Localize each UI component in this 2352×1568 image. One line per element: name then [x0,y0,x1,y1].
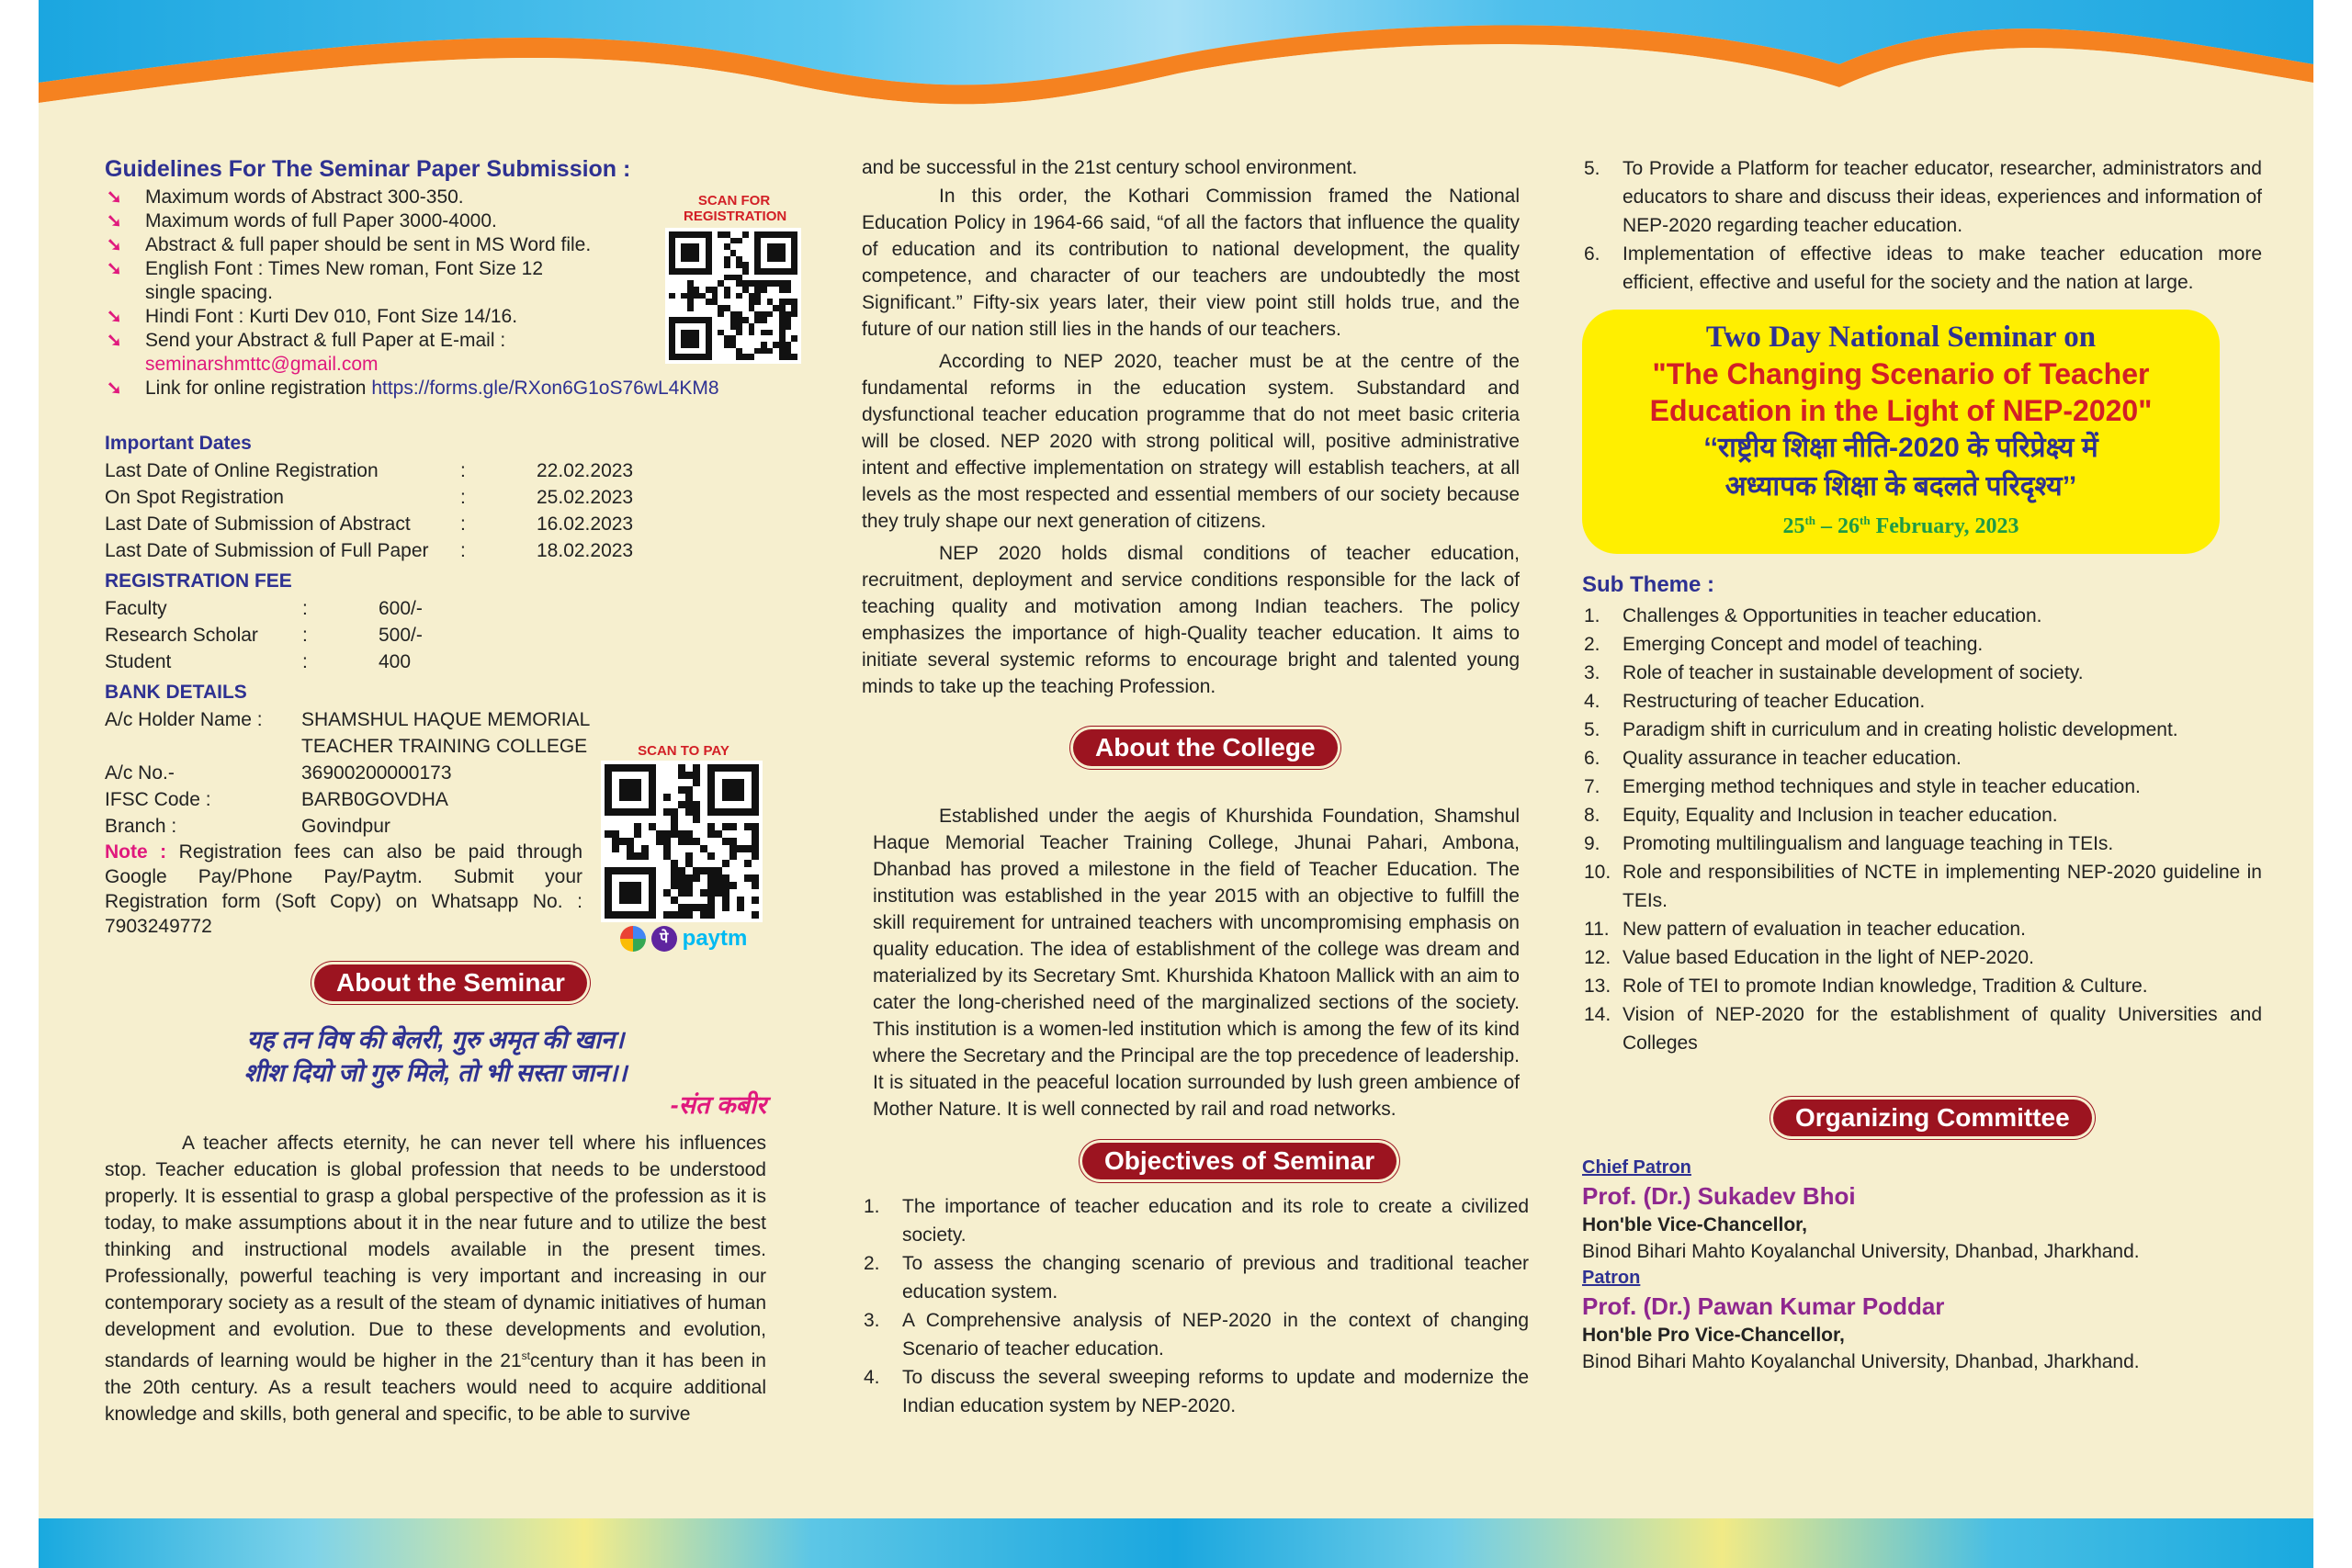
important-dates-section [105,430,766,564]
seminar-hindi-title-1: ‘‘राष्ट्रीय शिक्षा नीति-2020 के परिप्रेक्ष्य में [1703,433,2098,463]
kabir-doha [105,1023,766,1121]
payment-qr-block [601,743,766,952]
guideline-item: ➘ Send your Abstract & full Paper at E-mail : seminarshmttc@gmail.com [107,330,506,375]
sub-theme-item [1582,972,2262,1000]
bank-holder-row: A/c Holder Name : SHAMSHUL HAQUE MEMORIAL [105,709,591,730]
payment-apps [601,926,766,952]
guideline-item: ➘ English Font : Times New roman, Font Size 12 single spacing. [107,258,544,303]
item-number: 2. [864,1253,880,1274]
payment-note: Note : Registration fees can also be paid through Google Pay/Phone Pay/Paytm. Submit your Registration form (Soft Copy) on Whatsapp No. : 7903249772 [105,841,583,937]
bank-details-section [105,679,766,951]
item-text: Value based Education in the light of NEP-2020. [1623,947,2034,968]
item-number: 13. [1584,976,1611,997]
objectives-list [862,1192,1529,1420]
phonepe-icon: पे [651,926,677,952]
item-text: A Comprehensive analysis of NEP-2020 in the context of changing Scenario of teacher education. [902,1310,1529,1359]
sub-theme-item [1582,858,2262,915]
registration-fee-section [105,568,766,675]
item-number: 6. [1584,748,1600,769]
chief-patron-designation: Hon'ble Vice-Chancellor, [1582,1214,1808,1235]
sub-theme-item [1582,1000,2262,1057]
item-number: 11. [1584,919,1610,940]
guideline-item: ➘ Hindi Font : Kurti Dev 010, Font Size 14/16. [107,306,518,327]
item-text: Promoting multilingualism and language teaching in TEIs. [1623,833,2114,854]
item-number: 5. [1584,158,1600,179]
guideline-item: ➘ Maximum words of Abstract 300-350. [107,186,464,208]
item-text: Paradigm shift in curriculum and in creating holistic development. [1623,719,2178,740]
row-separator: : [460,460,466,481]
row-separator: : [460,487,466,508]
sub-theme-item [1582,744,2262,773]
item-text: Emerging method techniques and style in teacher education. [1623,776,2141,797]
table-row [105,649,766,675]
item-number: 1. [864,1196,880,1217]
item-number: 3. [864,1310,880,1331]
registration-fee-heading: REGISTRATION FEE [105,570,292,592]
email-link[interactable]: seminarshmttc@gmail.com [145,354,379,375]
item-text: To discuss the several sweeping reforms to update and modernize the Indian education system by NEP-2020. [902,1367,1529,1416]
bottom-band-decoration [39,1518,2313,1568]
seminar-title-line-2: Education in the Light of NEP-2020" [1649,394,2153,427]
objective-item [862,1192,1529,1249]
item-text: New pattern of evaluation in teacher education. [1623,919,2026,940]
table-row [105,622,766,649]
item-text: Challenges & Opportunities in teacher education. [1623,605,2042,626]
item-number: 10. [1584,862,1611,883]
registration-qr-label: SCAN FOR REGISTRATION [684,193,787,224]
item-number: 2. [1584,634,1600,655]
row-separator: : [302,651,308,672]
guideline-item: ➘ Abstract & full paper should be sent in MS Word file. [107,234,592,255]
sub-theme-item [1582,716,2262,744]
item-text: Implementation of effective ideas to make teacher education more efficient, effective and useful for the society and the nation at large. [1623,243,2262,293]
item-number: 3. [1584,662,1600,683]
row-label: Student [105,651,172,672]
item-text: To Provide a Platform for teacher educator, researcher, administrators and educators to share and discuss their ideas, experiences and information of NEP-2020 regarding teacher education. [1623,158,2262,236]
middle-column [862,154,1529,1420]
item-number: 7. [1584,776,1600,797]
item-number: 6. [1584,243,1600,265]
row-label: On Spot Registration [105,487,284,508]
middle-text-continued: and be successful in the 21st century school environment. [862,157,1358,178]
doha-line-2: शीश दियो जो गुरु मिले, तो भी सस्ता जान।। [243,1059,628,1087]
row-separator: : [302,625,308,646]
bank-acno-row: A/c No.- 36900200000173 [105,762,452,784]
patron-designation: Hon'ble Pro Vice-Chancellor, [1582,1325,1845,1346]
row-separator: : [460,540,466,561]
nep-conditions-paragraph: NEP 2020 holds dismal conditions of teacher education, recruitment, deployment and service conditions responsible for the lack of teaching quality and motivation among Indian teachers. The policy emphasizes the importance of high-Quality teacher education. It aims to initiate several systemic reforms to encourage bright and talented young minds to take up the teaching Profession. [862,543,1520,697]
item-text: To assess the changing scenario of previous and traditional teacher education system. [902,1253,1529,1303]
guideline-item: ➘ Maximum words of full Paper 3000-4000. [107,210,497,231]
objective-item [1582,154,2262,240]
seminar-hindi-title-2: अध्यापक शिक्षा के बदलते परिदृश्य’’ [1724,471,2077,502]
about-seminar-section [105,964,766,1427]
left-column [105,154,787,1427]
item-number: 4. [864,1367,880,1388]
row-value: 25.02.2023 [537,487,634,508]
item-text: Role of TEI to promote Indian knowledge, Tradition & Culture. [1623,976,2148,997]
seminar-title-line-1: "The Changing Scenario of Teacher [1652,357,2150,390]
sub-theme-item [1582,915,2262,943]
sub-theme-item [1582,773,2262,801]
row-label: Last Date of Online Registration [105,460,379,481]
top-wave-decoration [39,0,2313,119]
sub-theme-item [1582,630,2262,659]
item-number: 12. [1584,947,1611,968]
patron-label: Patron [1582,1268,1641,1288]
registration-link[interactable]: https://forms.gle/RXon6G1oS76wL4KM8 [371,378,719,399]
item-number: 9. [1584,833,1600,854]
sub-theme-section [1582,570,2262,1057]
right-column [1582,154,2262,1375]
item-text: Role of teacher in sustainable development of society. [1623,662,2084,683]
item-number: 14. [1584,1004,1611,1025]
item-number: 8. [1584,805,1600,826]
sub-theme-item [1582,602,2262,630]
objective-item [862,1306,1529,1363]
bank-holder-row-2: TEACHER TRAINING COLLEGE [301,736,588,757]
brochure-page [39,0,2313,1568]
row-label: Last Date of Submission of Abstract [105,513,411,535]
guideline-item: ➘ Link for online registration https://forms.gle/RXon6G1oS76wL4KM8 [107,378,719,399]
item-text: Equity, Equality and Inclusion in teacher education. [1623,805,2058,826]
sub-theme-item [1582,829,2262,858]
table-row [105,595,766,622]
item-text: Emerging Concept and model of teaching. [1623,634,1984,655]
chief-patron-name: Prof. (Dr.) Sukadev Bhoi [1582,1182,1856,1210]
row-separator: : [460,513,466,535]
guidelines-section [105,154,787,400]
objectives-heading: Objectives of Seminar [1082,1143,1396,1179]
row-value: 22.02.2023 [537,460,634,481]
about-seminar-heading: About the Seminar [314,964,587,1001]
sub-theme-heading: Sub Theme : [1582,572,1715,597]
item-text: Quality assurance in teacher education. [1623,748,1962,769]
bank-ifsc-row: IFSC Code : BARB0GOVDHA [105,789,448,810]
seminar-label: Two Day National Seminar on [1705,321,2097,354]
row-value: 18.02.2023 [537,540,634,561]
guidelines-heading: Guidelines For The Seminar Paper Submission : [105,156,631,182]
item-text: Restructuring of teacher Education. [1623,691,1926,712]
chief-patron-label: Chief Patron [1582,1157,1691,1178]
important-dates-heading: Important Dates [105,433,252,454]
patron-name: Prof. (Dr.) Pawan Kumar Poddar [1582,1292,1945,1320]
seminar-title-box [1582,310,2220,554]
item-text: Role and responsibilities of NCTE in implementing NEP-2020 guideline in TEIs. [1623,862,2262,911]
item-text: Vision of NEP-2020 for the establishment of quality Universities and Colleges [1623,1004,2262,1054]
sub-theme-item [1582,801,2262,829]
row-value: 600/- [379,598,423,619]
bank-branch-row: Branch : Govindpur [105,816,390,837]
item-number: 5. [1584,719,1600,740]
important-dates-table [105,457,766,564]
committee-section [1582,1155,2262,1375]
row-label: Research Scholar [105,625,258,646]
row-label: Last Date of Submission of Full Paper [105,540,429,561]
objective-item [862,1249,1529,1306]
about-college-heading: About the College [1073,729,1338,766]
doha-line-1: यह तन विष की बेलरी, गुरु अमृत की खान। [246,1026,625,1054]
nep-paragraph: According to NEP 2020, teacher must be at the centre of the fundamental reforms in the education system. Substandard and dysfunctional teacher education programme that do not meet basic criteria will be closed. NEP 2020 with strong political will, positive administrative intent and effective implementation on strategy will establish teachers, at all levels as the most respected and essential members of our society because they truly shape our next generation of citizens. [862,351,1520,532]
organizing-committee-heading: Organizing Committee [1773,1100,2092,1136]
objective-item [1582,240,2262,297]
registration-fee-table [105,595,766,675]
kothari-paragraph: In this order, the Kothari Commission framed the National Education Policy in 1964-66 said, “of all the factors that influence the quality of education and its contribution to national development, the quality competence, and character of our teachers are undoubtedly the most Significant.” Fifty-six years later, their view point still holds true, and the future of our nation still lies in the hands of our teachers. [862,186,1520,340]
payment-qr-code[interactable] [601,761,763,922]
table-row [105,511,766,537]
objective-item [862,1363,1529,1420]
row-value: 400 [379,651,412,672]
patron-university: Binod Bihari Mahto Koyalanchal University, Dhanbad, Jharkhand. [1582,1351,2140,1372]
row-value: 500/- [379,625,423,646]
item-text: The importance of teacher education and its role to create a civilized society. [902,1196,1529,1246]
row-label: Faculty [105,598,167,619]
table-row [105,484,766,511]
sub-theme-item [1582,943,2262,972]
paytm-logo: paytm [682,926,748,951]
objectives-list-continued [1582,154,2262,297]
guidelines-list [105,186,719,400]
bank-details-heading: BANK DETAILS [105,682,247,703]
row-value: 16.02.2023 [537,513,634,535]
item-number: 4. [1584,691,1600,712]
sub-theme-item [1582,659,2262,687]
row-separator: : [302,598,308,619]
sub-theme-item [1582,687,2262,716]
gpay-icon [620,926,646,952]
table-row [105,457,766,484]
registration-qr-block [665,193,803,364]
registration-qr-code[interactable] [665,228,801,364]
about-seminar-text: A teacher affects eternity, he can never tell where his influences stop. Teacher education is global profession that needs to be understood properly. It is essential to grasp a global perspective of the profession as it is today, to make assumptions about it in the near future and to utilize the best thinking and instructional models available in the present times. Professionally, powerful teaching is very important and increasing in our contemporary society as a result of the steam of dynamic initiatives of human development and evolution. Due to these developments and evolution, standards of learning would be higher in the 21stcentury than it has been in the 20th century. As a result teachers would need to acquire additional knowledge and skills, both general and specific, to be able to survive [105,1133,766,1425]
payment-qr-label: SCAN TO PAY [638,743,729,759]
table-row [105,537,766,564]
chief-patron-university: Binod Bihari Mahto Koyalanchal University, Dhanbad, Jharkhand. [1582,1241,2140,1262]
sub-theme-list [1582,602,2262,1057]
seminar-dates: 25th – 26th February, 2023 [1782,513,2019,538]
about-college-text: Established under the aegis of Khurshida Foundation, Shamshul Haque Memorial Teacher Training College, Jhunai Pahari, Ambona, Dhanbad has proved a milestone in the field of Teacher Education. The institution was established in the year 2015 with an objective to fulfill the skill requirement for untrained teachers with uncompromising emphasis on quality education. The idea of establishment of the college was dream and materialized by its Secretary Smt. Khurshida Khatoon Mallick with an aim to cater the long-cherished need of the marginalized sections of the society. This institution is a women-led institution which is among the few of its kind where the Secretary and the Principal are the top precedence of leadership. It is situated in the peaceful location surrounded by lush green ambience of Mother Nature. It is well connected by rail and road networks. [873,806,1520,1120]
item-number: 1. [1584,605,1600,626]
doha-author: -संत कबीर [670,1091,766,1119]
